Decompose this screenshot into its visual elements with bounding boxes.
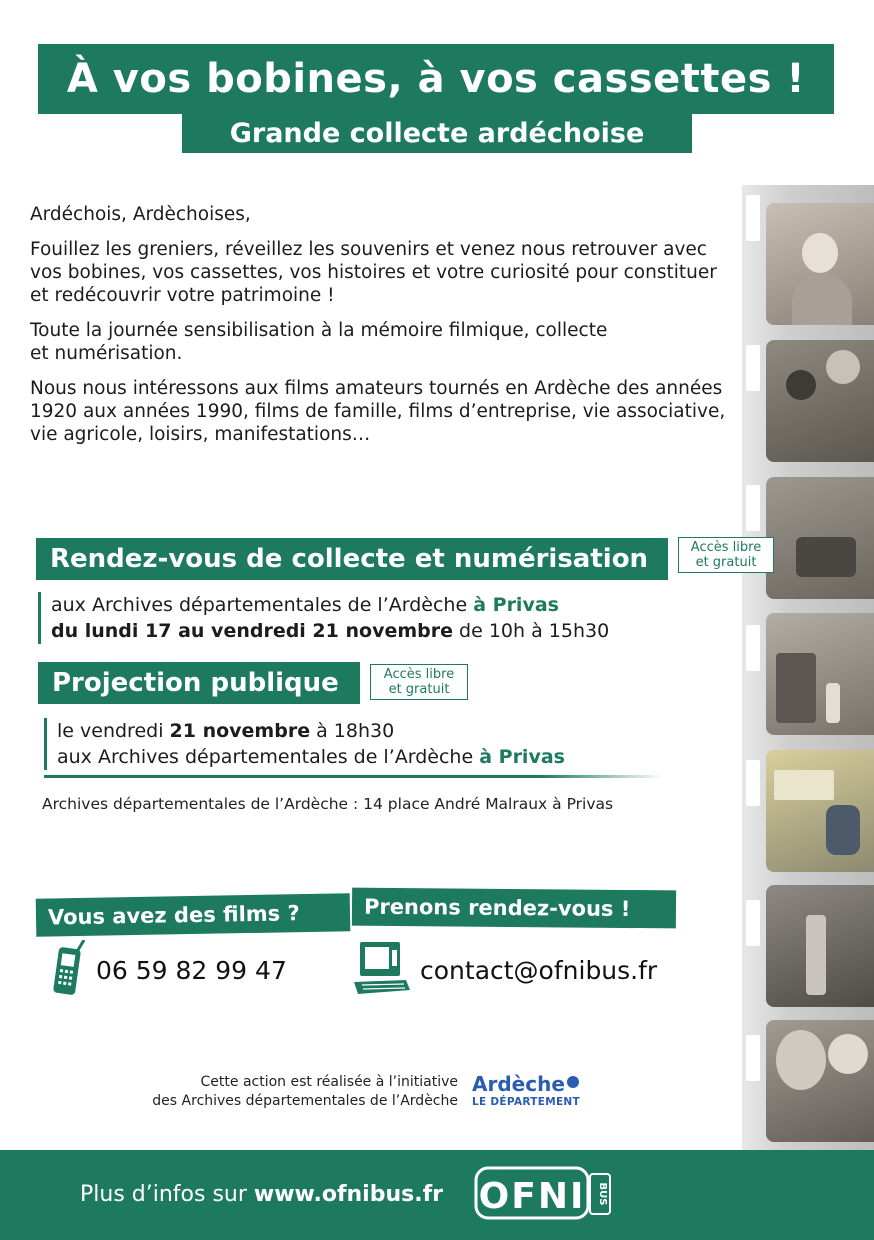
logo-text: OFNI: [478, 1176, 586, 1217]
event-line: [51, 592, 678, 618]
credit-line: des Archives départementales de l’Ardèche: [152, 1093, 458, 1109]
page-title: À vos bobines, à vos cassettes !: [66, 56, 806, 102]
event-title-text: Projection publique: [52, 668, 339, 698]
badge-line: Accès libre: [383, 667, 455, 682]
cta-rendezvous-banner: [352, 888, 676, 929]
badge-line: et gratuit: [695, 555, 757, 570]
cta-text: Vous avez des films ?: [47, 901, 300, 930]
event-hours: de 10h à 15h30: [459, 620, 610, 642]
event-details-collecte: [38, 592, 678, 644]
event-title-projection: [38, 662, 360, 704]
intro-paragraph: Toute la journée sensibilisation à la mémoire filmique, collecte et numérisation.: [30, 320, 608, 364]
logo-name: Ardèche: [472, 1072, 565, 1096]
free-access-badge: [678, 537, 774, 573]
footer-label: Plus d’infos sur: [80, 1182, 247, 1207]
logo-subtitle: LE DÉPARTEMENT: [472, 1096, 580, 1108]
computer-icon: [352, 940, 412, 996]
event-line: [57, 744, 664, 770]
cta-films-banner: [36, 893, 351, 936]
event-venue: aux Archives départementales de l’Ardèche: [51, 594, 468, 616]
footer: [0, 1150, 874, 1240]
event-line: [51, 618, 678, 644]
intro-paragraph: Nous nous intéressons aux films amateurs tournés en Ardèche des années 1920 aux années 1990, films de famille, films d’entreprise, vie associative, vie agricole, loisirs, manifestations…: [30, 378, 726, 445]
page-subtitle: Grande collecte ardéchoise: [229, 117, 645, 149]
subtitle-banner: [182, 113, 692, 153]
credit-text: [118, 1073, 458, 1111]
greeting: Ardéchois, Ardèchoises,: [30, 204, 251, 225]
email-address[interactable]: contact@ofnibus.fr: [420, 956, 658, 985]
badge-line: Accès libre: [690, 540, 762, 555]
event-details-projection: [44, 718, 664, 770]
event-title-collecte: [36, 538, 668, 580]
ofni-bus-logo: [474, 1166, 614, 1222]
event-date: 21 novembre: [169, 720, 311, 742]
film-frame-photo: [766, 340, 874, 462]
film-frame-photo: [766, 203, 874, 325]
event-time: à 18h30: [316, 720, 395, 742]
event-place: à Privas: [473, 594, 559, 616]
title-banner: [38, 44, 834, 114]
film-frame-photo: [766, 750, 874, 872]
film-frame-photo: [766, 613, 874, 735]
free-access-badge: [370, 664, 468, 700]
logo-subtext: BUS: [597, 1182, 608, 1206]
event-dates: du lundi 17 au vendredi 21 novembre: [51, 620, 453, 642]
footer-text: [80, 1182, 443, 1207]
event-line: [57, 718, 664, 744]
footer-link[interactable]: www.ofnibus.fr: [253, 1182, 444, 1207]
film-frame-photo: [766, 1020, 874, 1142]
event-text: le vendredi: [57, 720, 164, 742]
cta-text: Prenons rendez-vous !: [363, 894, 631, 922]
credit-line: Cette action est réalisée à l’initiative: [200, 1074, 458, 1090]
event-place: à Privas: [479, 746, 565, 768]
divider: [44, 775, 664, 778]
film-frame-photo: [766, 885, 874, 1007]
intro-text: [30, 203, 740, 458]
film-frame-photo: [766, 477, 874, 599]
film-strip-image: [742, 185, 874, 1150]
event-title-text: Rendez-vous de collecte et numérisation: [50, 544, 649, 574]
badge-line: et gratuit: [388, 682, 450, 697]
address-text: Archives départementales de l’Ardèche : 14 place André Malraux à Privas: [42, 795, 614, 813]
mobile-phone-icon: [50, 940, 88, 998]
event-venue: aux Archives départementales de l’Ardèche: [57, 746, 474, 768]
logo-swirl-icon: [567, 1076, 579, 1088]
ardeche-logo: [472, 1072, 580, 1108]
phone-number[interactable]: 06 59 82 99 47: [96, 956, 287, 985]
intro-paragraph: Fouillez les greniers, réveillez les souvenirs et venez nous retrouver avec vos bobines, vos cassettes, vos histoires et votre curiosité pour constituer et redécouvrir votre patrimoine !: [30, 239, 717, 306]
